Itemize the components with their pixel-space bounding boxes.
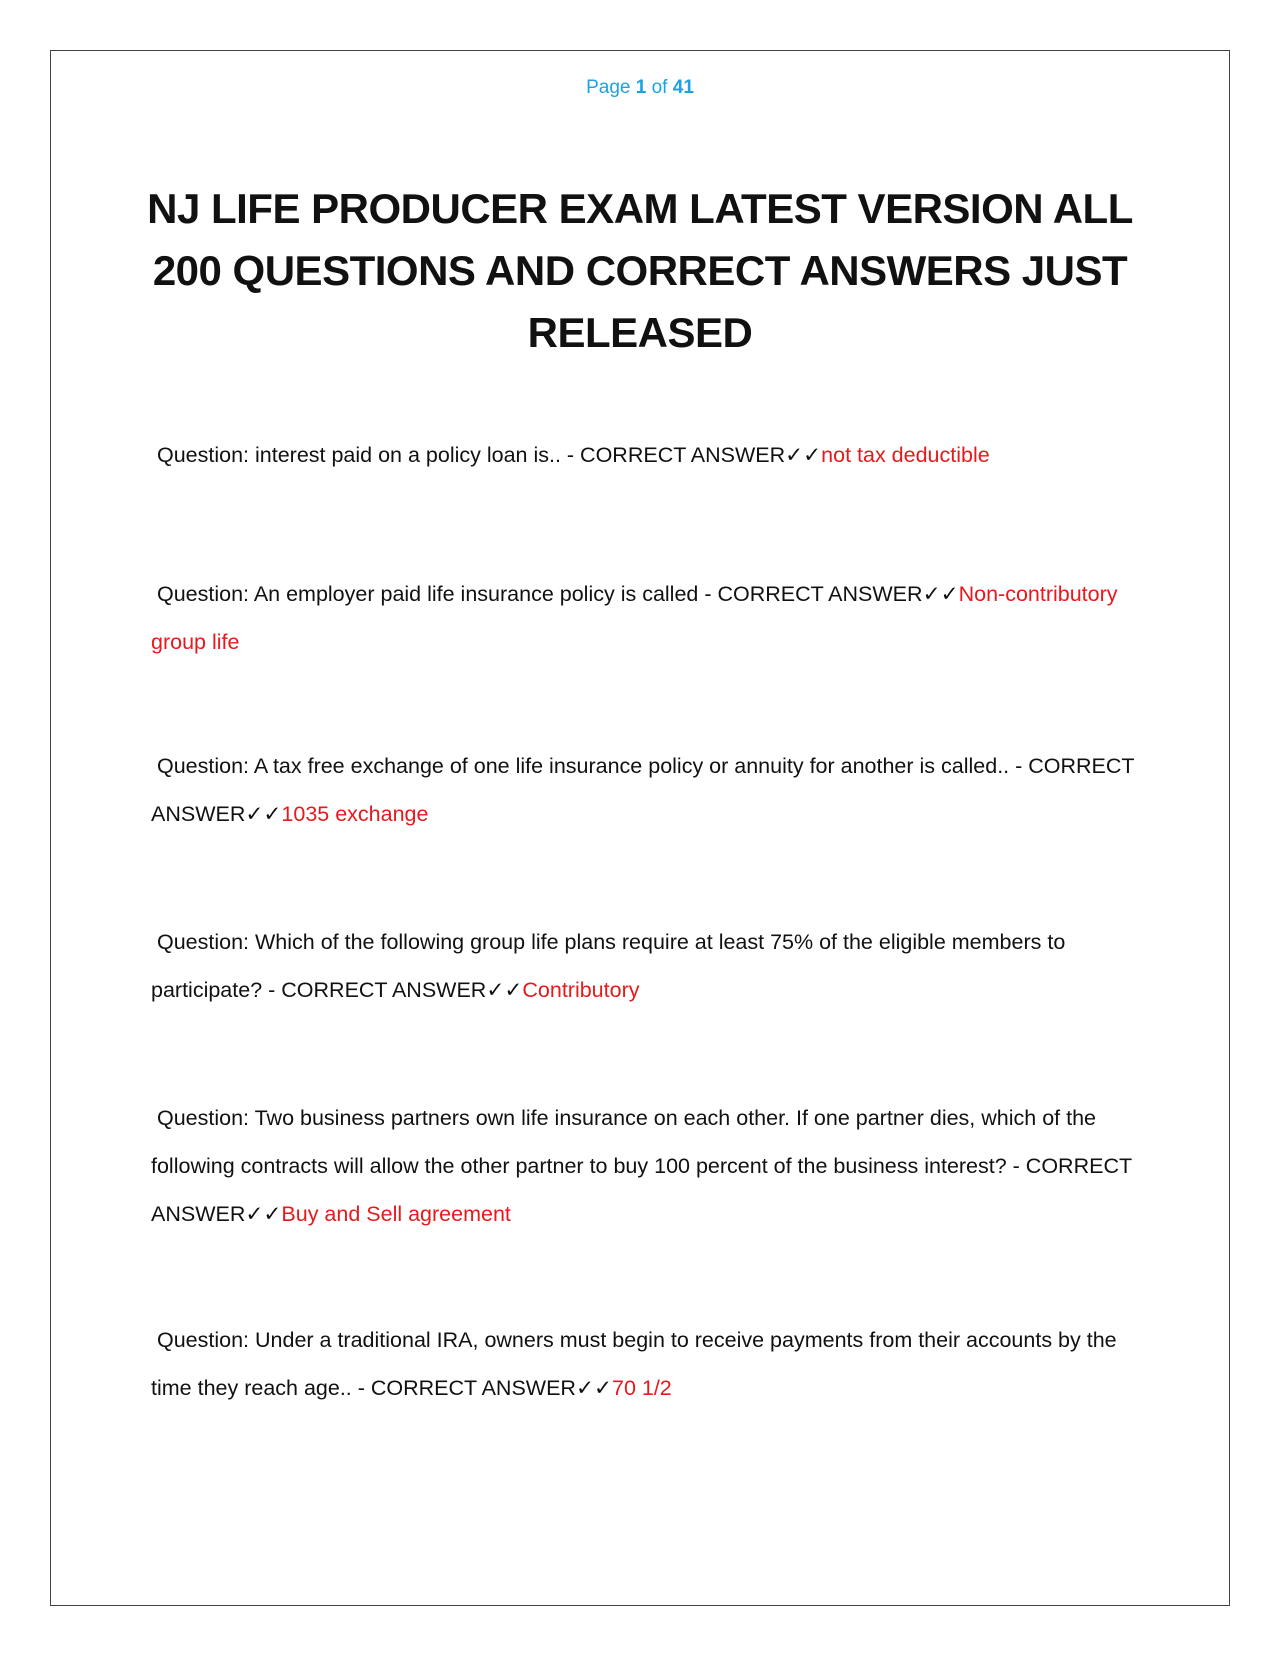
question-text: Question: A tax free exchange of one life insurance policy or annuity for another is called.. - CORRECT ANSWER — [151, 754, 1135, 826]
page-total: 41 — [672, 77, 694, 98]
question-text: Question: interest paid on a policy loan is.. - CORRECT ANSWER — [157, 443, 786, 467]
page-label: Page — [586, 77, 631, 98]
page-current: 1 — [635, 77, 647, 98]
page-separator: of — [651, 77, 668, 98]
check-marks-icon: ✓✓ — [245, 1202, 282, 1226]
check-marks-icon: ✓✓ — [575, 1376, 612, 1400]
question-item — [151, 742, 1141, 838]
question-text: Question: Which of the following group life plans require at least 75% of the eligible members to participate? - CORRECT ANSWER — [151, 930, 1066, 1002]
question-item — [151, 1316, 1141, 1412]
question-text: Question: An employer paid life insurance policy is called - CORRECT ANSWER — [157, 582, 923, 606]
check-marks-icon: ✓✓ — [245, 802, 282, 826]
check-marks-icon: ✓✓ — [922, 582, 959, 606]
check-marks-icon: ✓✓ — [785, 443, 822, 467]
question-item — [151, 570, 1141, 666]
question-text: Question: Under a traditional IRA, owners must begin to receive payments from their accounts by the time they reach age.. - CORRECT ANSWER — [151, 1328, 1117, 1400]
correct-answer: 70 1/2 — [611, 1376, 672, 1400]
question-text: Question: Two business partners own life insurance on each other. If one partner dies, which of the following contracts will allow the other partner to buy 100 percent of the business interest? - CORRECT ANSWER — [151, 1106, 1132, 1226]
correct-answer: Non-contributory group life — [151, 582, 1118, 654]
check-marks-icon: ✓✓ — [486, 978, 523, 1002]
correct-answer: 1035 exchange — [281, 802, 429, 826]
question-item — [151, 431, 1141, 479]
document-title: NJ LIFE PRODUCER EXAM LATEST VERSION ALL 200 QUESTIONS AND CORRECT ANSWERS JUST RELEASED — [147, 185, 1133, 356]
correct-answer: Contributory — [522, 978, 640, 1002]
correct-answer: Buy and Sell agreement — [281, 1202, 511, 1226]
question-item — [151, 1094, 1141, 1238]
question-item — [151, 918, 1141, 1014]
correct-answer: not tax deductible — [821, 443, 990, 467]
page-counter — [0, 77, 1280, 99]
